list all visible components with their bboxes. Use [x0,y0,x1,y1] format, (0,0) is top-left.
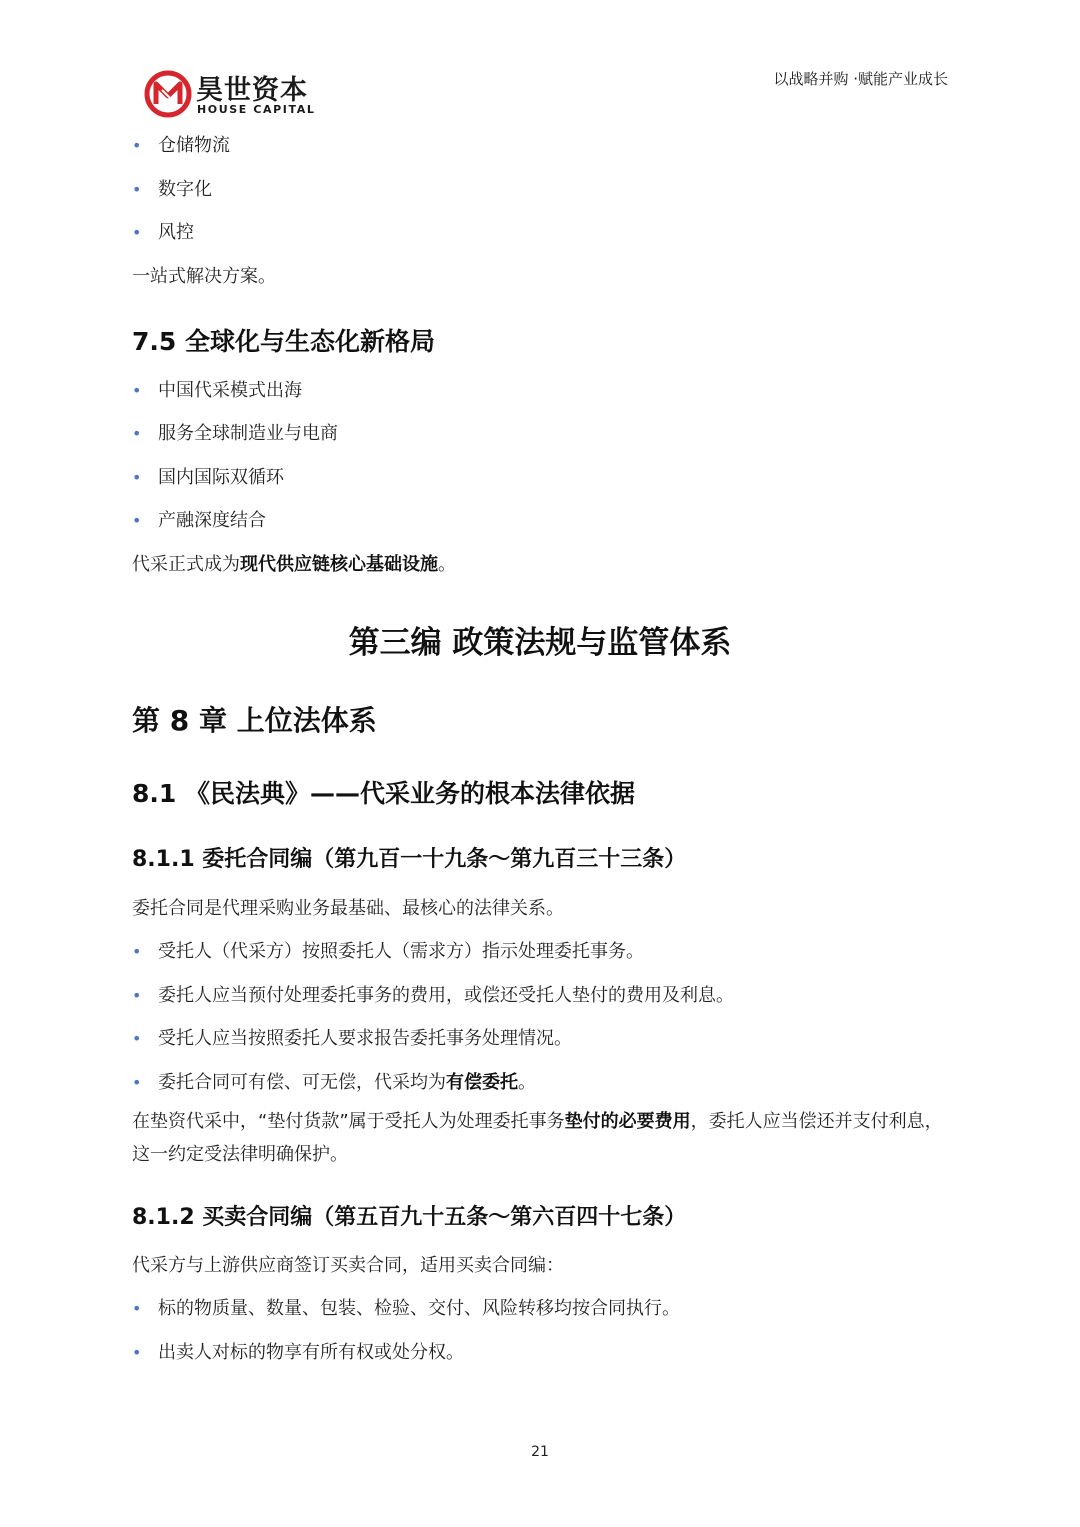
bullet-dot-icon: • [132,1343,142,1362]
bullet-dot-icon: • [132,180,142,199]
bullet-dot-icon: • [132,942,142,961]
header-slogan: 以战略并购 ·赋能产业成长 [773,70,948,88]
bold-phrase: 垫付的必要费用 [564,1111,691,1132]
list-item: • 国内国际双循环 [132,467,284,488]
bullet-dot-icon: • [132,986,142,1005]
page-number: 21 [531,1444,549,1460]
list-item: • 出卖人对标的物享有所有权或处分权。 [132,1342,464,1363]
bold-phrase: 现代供应链核心基础设施 [240,554,438,575]
list-item: • 标的物质量、数量、包装、检验、交付、风险转移均按合同执行。 [132,1298,680,1319]
subsection-title-8-1-1: 8.1.1 委托合同编（第九百一十九条～第九百三十三条） [132,847,687,872]
logo-chinese-name: 昊世资本 [196,75,308,106]
paragraph: 在垫资代采中，“垫付货款”属于受托人为处理委托事务垫付的必要费用，委托人应当偿还并支付利息，这一约定受法律明确保护。 [132,1111,943,1165]
list-item: • 受托人应当按照委托人要求报告委托事务处理情况。 [132,1028,572,1049]
bullet-dot-icon: • [132,511,142,530]
bullet-dot-icon: • [132,1073,142,1092]
paragraph: 一站式解决方案。 [132,266,276,287]
bullet-dot-icon: • [132,223,142,242]
bullet-dot-icon: • [132,1299,142,1318]
bullet-dot-icon: • [132,381,142,400]
paragraph: 委托合同是代理采购业务最基础、最核心的法律关系。 [132,898,564,919]
logo-english-name: HOUSE CAPITAL [197,103,316,116]
list-item: • 风控 [132,222,194,243]
paragraph: 代采正式成为现代供应链核心基础设施。 [132,554,456,575]
bold-phrase: 有偿委托 [446,1072,518,1093]
company-logo [144,68,314,120]
list-item: • 产融深度结合 [132,510,266,531]
section-title-8-1: 8.1 《民法典》——代采业务的根本法律依据 [132,779,635,808]
bullet-dot-icon: • [132,424,142,443]
list-item: • 委托人应当预付处理委托事务的费用，或偿还受托人垫付的费用及利息。 [132,985,734,1006]
bullet-dot-icon: • [132,1029,142,1048]
list-item: • 中国代采模式出海 [132,380,302,401]
bullet-dot-icon: • [132,136,142,155]
subsection-title-8-1-2: 8.1.2 买卖合同编（第五百九十五条～第六百四十七条） [132,1205,687,1230]
list-item: • 仓储物流 [132,135,230,156]
house-capital-logo-icon [144,70,192,118]
chapter-title: 第 8 章 上位法体系 [132,704,377,737]
list-item: • 受托人（代采方）按照委托人（需求方）指示处理委托事务。 [132,941,644,962]
paragraph: 代采方与上游供应商签订买卖合同，适用买卖合同编： [132,1255,564,1276]
part-title: 第三编 政策法规与监管体系 [348,625,732,661]
bullet-dot-icon: • [132,468,142,487]
list-item: • 服务全球制造业与电商 [132,423,338,444]
section-title-7-5: 7.5 全球化与生态化新格局 [132,327,435,356]
list-item: • 委托合同可有偿、可无偿，代采均为有偿委托。 [132,1072,536,1093]
list-item: • 数字化 [132,179,212,200]
